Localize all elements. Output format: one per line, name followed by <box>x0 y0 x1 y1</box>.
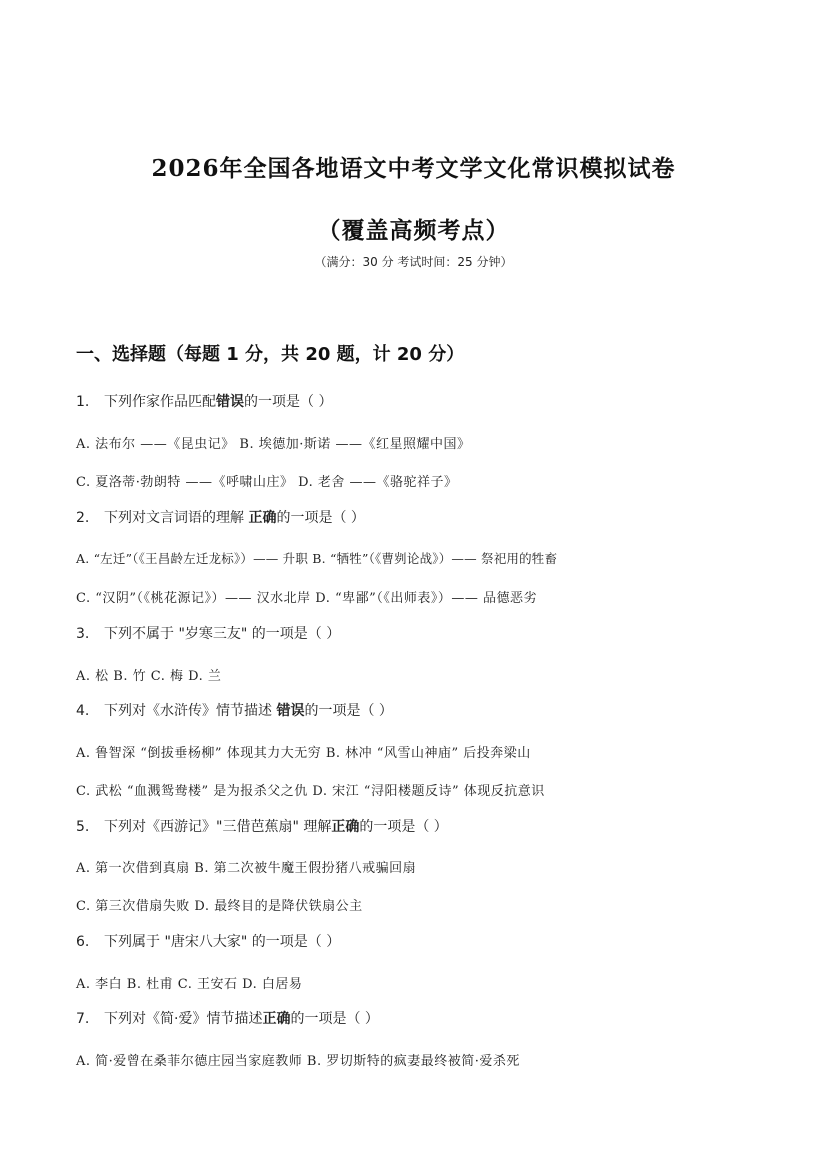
section-heading-multiple-choice: 一、选择题（每题 1 分，共 20 题，计 20 分） <box>76 344 465 365</box>
question-number: 6. <box>76 934 90 950</box>
question-stem-emphasis: 正确 <box>262 1011 291 1027</box>
question-stem-text: 下列对《水浒传》情节描述 <box>104 703 277 719</box>
question-1-options-row-1: A. 法布尔 ——《昆虫记》 B. 埃德加·斯诺 ——《红星照耀中国》 <box>76 437 471 452</box>
question-5-options-row-2: C. 第三次借扇失败 D. 最终目的是降伏铁扇公主 <box>76 899 363 914</box>
question-6-stem <box>76 931 340 951</box>
question-stem-text-end: 的一项是（ ） <box>304 703 393 719</box>
question-number: 5. <box>76 819 90 835</box>
question-7-options-row-1: A. 简·爱曾在桑菲尔德庄园当家庭教师 B. 罗切斯特的疯妻最终被简·爱杀死 <box>76 1054 520 1069</box>
question-6-options-row-1: A. 李白 B. 杜甫 C. 王安石 D. 白居易 <box>76 977 303 992</box>
question-5-stem <box>76 816 448 836</box>
question-stem-text: 下列不属于 "岁寒三友" 的一项是（ ） <box>104 626 341 642</box>
question-number: 1. <box>76 394 90 410</box>
question-number: 2. <box>76 510 90 526</box>
question-4-options-row-1: A. 鲁智深 “倒拔垂杨柳” 体现其力大无穷 B. 林冲 “风雪山神庙” 后投奔梁山 <box>76 746 531 761</box>
question-7-stem <box>76 1008 379 1028</box>
question-stem-emphasis: 正确 <box>331 819 360 835</box>
question-4-options-row-2: C. 武松 “血溅鸳鸯楼” 是为报杀父之仇 D. 宋江 “浔阳楼题反诗” 体现反抗意识 <box>76 784 545 799</box>
question-stem-text-end: 的一项是（ ） <box>359 819 448 835</box>
question-number: 3. <box>76 626 90 642</box>
question-3-stem <box>76 623 340 643</box>
question-stem-text: 下列对文言词语的理解 <box>104 510 249 526</box>
exam-title: 2026年全国各地语文中考文学文化常识模拟试卷 <box>151 155 676 182</box>
question-stem-emphasis: 错误 <box>216 394 244 410</box>
question-1-stem <box>76 391 332 411</box>
question-stem-text-end: 的一项是（ ） <box>290 1011 379 1027</box>
question-number: 7. <box>76 1011 90 1027</box>
question-3-options-row-1: A. 松 B. 竹 C. 梅 D. 兰 <box>76 669 222 684</box>
question-5-options-row-1: A. 第一次借到真扇 B. 第二次被牛魔王假扮猪八戒骗回扇 <box>76 861 417 876</box>
question-2-stem <box>76 507 365 527</box>
question-stem-text-end: 的一项是（ ） <box>244 394 333 410</box>
question-stem-text: 下列对《西游记》"三借芭蕉扇" 理解 <box>104 819 332 835</box>
question-stem-emphasis: 正确 <box>248 510 277 526</box>
question-stem-text: 下列对《简·爱》情节描述 <box>104 1011 263 1027</box>
question-stem-text: 下列作家作品匹配 <box>104 394 216 410</box>
question-stem-text-end: 的一项是（ ） <box>276 510 365 526</box>
question-2-options-row-1: A. “左迁”（《王昌龄左迁龙标》）—— 升职 B. “牺牲”（《曹刿论战》）—— 祭祀用的牲畜 <box>76 551 558 566</box>
exam-subtitle-coverage: （覆盖高频考点） <box>317 217 510 244</box>
exam-score-time: （满分：30 分 考试时间：25 分钟） <box>314 255 513 269</box>
question-2-options-row-2: C. “汉阴”（《桃花源记》）—— 汉水北岸 D. “卑鄙”（《出师表》）—— 品德恶劣 <box>76 591 537 606</box>
question-1-options-row-2: C. 夏洛蒂·勃朗特 ——《呼啸山庄》 D. 老舍 ——《骆驼祥子》 <box>76 475 458 490</box>
question-4-stem <box>76 700 393 720</box>
question-stem-emphasis: 错误 <box>276 703 305 719</box>
question-stem-text: 下列属于 "唐宋八大家" 的一项是（ ） <box>104 934 341 950</box>
question-number: 4. <box>76 703 90 719</box>
